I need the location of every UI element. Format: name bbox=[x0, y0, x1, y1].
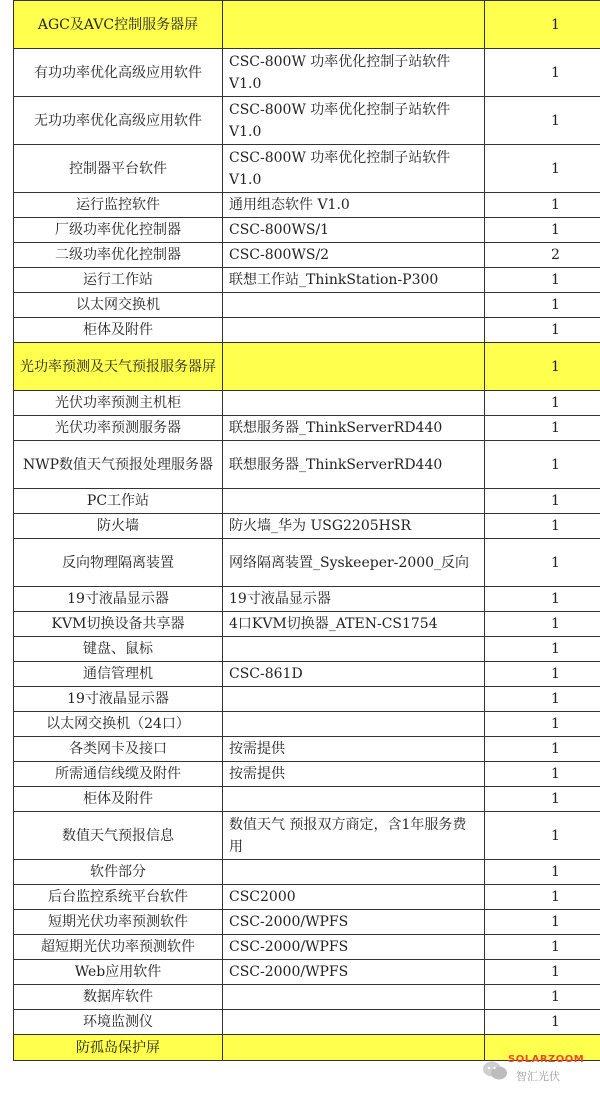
item-name-cell: 以太网交换机 bbox=[14, 293, 223, 318]
item-model-cell: CSC-2000/WPFS bbox=[223, 910, 485, 935]
item-model-cell: 通用组态软件 V1.0 bbox=[223, 193, 485, 218]
item-qty-cell: 1 bbox=[485, 637, 600, 662]
item-name-cell: AGC及AVC控制服务器屏 bbox=[14, 1, 223, 49]
table-row bbox=[14, 489, 600, 514]
item-qty-cell: 1 bbox=[485, 343, 600, 391]
item-qty-cell: 1 bbox=[485, 960, 600, 985]
item-model-cell bbox=[223, 787, 485, 812]
table-row bbox=[14, 514, 600, 539]
item-name-cell: 数据库软件 bbox=[14, 985, 223, 1010]
table-row bbox=[14, 318, 600, 343]
item-model-cell: CSC-2000/WPFS bbox=[223, 935, 485, 960]
item-qty-cell: 1 bbox=[485, 587, 600, 612]
item-name-cell: 短期光伏功率预测软件 bbox=[14, 910, 223, 935]
item-qty-cell: 1 bbox=[485, 787, 600, 812]
item-qty-cell: 1 bbox=[485, 49, 600, 97]
item-model-cell: 联想服务器_ThinkServerRD440 bbox=[223, 441, 485, 489]
item-model-cell bbox=[223, 391, 485, 416]
table-row bbox=[14, 737, 600, 762]
table-row bbox=[14, 812, 600, 860]
table-row bbox=[14, 97, 600, 145]
item-name-cell: 光伏功率预测服务器 bbox=[14, 416, 223, 441]
item-model-cell: 按需提供 bbox=[223, 762, 485, 787]
item-name-cell: KVM切换设备共享器 bbox=[14, 612, 223, 637]
item-model-cell bbox=[223, 343, 485, 391]
item-name-cell: 环境监测仪 bbox=[14, 1010, 223, 1035]
item-name-cell: Web应用软件 bbox=[14, 960, 223, 985]
item-name-cell: 通信管理机 bbox=[14, 662, 223, 687]
item-model-cell: CSC-861D bbox=[223, 662, 485, 687]
item-qty-cell: 1 bbox=[485, 662, 600, 687]
table-row bbox=[14, 612, 600, 637]
table-row bbox=[14, 49, 600, 97]
item-qty-cell: 1 bbox=[485, 762, 600, 787]
item-model-cell: CSC2000 bbox=[223, 885, 485, 910]
item-qty-cell: 1 bbox=[485, 441, 600, 489]
item-model-cell: 数值天气 预报双方商定，含1年服务费用 bbox=[223, 812, 485, 860]
item-name-cell: 数值天气预报信息 bbox=[14, 812, 223, 860]
item-model-cell: 4口KVM切换器_ATEN-CS1754 bbox=[223, 612, 485, 637]
item-name-cell: 19寸液晶显示器 bbox=[14, 687, 223, 712]
table-row bbox=[14, 1010, 600, 1035]
item-name-cell: 以太网交换机（24口） bbox=[14, 712, 223, 737]
table-row bbox=[14, 1, 600, 49]
item-name-cell: 无功功率优化高级应用软件 bbox=[14, 97, 223, 145]
item-name-cell: 控制器平台软件 bbox=[14, 145, 223, 193]
item-model-cell: CSC-800W 功率优化控制子站软件 V1.0 bbox=[223, 145, 485, 193]
item-qty-cell: 1 bbox=[485, 416, 600, 441]
table-row bbox=[14, 391, 600, 416]
item-model-cell bbox=[223, 860, 485, 885]
wechat-icon bbox=[482, 1060, 508, 1082]
item-qty-cell: 1 bbox=[485, 268, 600, 293]
table-row bbox=[14, 885, 600, 910]
item-model-cell: 按需提供 bbox=[223, 737, 485, 762]
equipment-table-body bbox=[14, 1, 600, 1061]
watermark bbox=[480, 1052, 592, 1092]
table-row bbox=[14, 268, 600, 293]
item-model-cell bbox=[223, 318, 485, 343]
item-qty-cell: 1 bbox=[485, 1, 600, 49]
item-model-cell: CSC-800W 功率优化控制子站软件 V1.0 bbox=[223, 97, 485, 145]
table-row bbox=[14, 687, 600, 712]
item-name-cell: 有功功率优化高级应用软件 bbox=[14, 49, 223, 97]
table-row bbox=[14, 787, 600, 812]
table-row bbox=[14, 343, 600, 391]
item-model-cell: CSC-800WS/1 bbox=[223, 218, 485, 243]
item-name-cell: 柜体及附件 bbox=[14, 318, 223, 343]
item-model-cell bbox=[223, 637, 485, 662]
item-qty-cell: 2 bbox=[485, 243, 600, 268]
item-name-cell: 运行工作站 bbox=[14, 268, 223, 293]
item-qty-cell: 1 bbox=[485, 514, 600, 539]
table-row bbox=[14, 935, 600, 960]
item-qty-cell: 1 bbox=[485, 145, 600, 193]
item-name-cell: 二级功率优化控制器 bbox=[14, 243, 223, 268]
table-row bbox=[14, 985, 600, 1010]
item-qty-cell: 1 bbox=[485, 539, 600, 587]
table-row bbox=[14, 762, 600, 787]
item-name-cell: 19寸液晶显示器 bbox=[14, 587, 223, 612]
item-model-cell: CSC-2000/WPFS bbox=[223, 960, 485, 985]
item-name-cell: PC工作站 bbox=[14, 489, 223, 514]
item-model-cell bbox=[223, 687, 485, 712]
item-model-cell: 联想服务器_ThinkServerRD440 bbox=[223, 416, 485, 441]
item-model-cell: CSC-800WS/2 bbox=[223, 243, 485, 268]
table-row bbox=[14, 539, 600, 587]
item-model-cell: 19寸液晶显示器 bbox=[223, 587, 485, 612]
table-row bbox=[14, 662, 600, 687]
item-qty-cell: 1 bbox=[485, 935, 600, 960]
item-qty-cell: 1 bbox=[485, 985, 600, 1010]
table-row bbox=[14, 960, 600, 985]
item-name-cell: 防火墙 bbox=[14, 514, 223, 539]
item-qty-cell: 1 bbox=[485, 612, 600, 637]
item-qty-cell: 1 bbox=[485, 812, 600, 860]
table-row bbox=[14, 243, 600, 268]
item-qty-cell: 1 bbox=[485, 737, 600, 762]
item-name-cell: 所需通信线缆及附件 bbox=[14, 762, 223, 787]
item-qty-cell: 1 bbox=[485, 293, 600, 318]
item-qty-cell: 1 bbox=[485, 687, 600, 712]
item-name-cell: 各类网卡及接口 bbox=[14, 737, 223, 762]
item-name-cell: 后台监控系统平台软件 bbox=[14, 885, 223, 910]
item-qty-cell: 1 bbox=[485, 1010, 600, 1035]
table-row bbox=[14, 416, 600, 441]
item-qty-cell: 1 bbox=[485, 97, 600, 145]
equipment-list-sheet bbox=[13, 0, 587, 1061]
table-row bbox=[14, 712, 600, 737]
equipment-table bbox=[13, 0, 600, 1061]
item-model-cell: 防火墙_华为 USG2205HSR bbox=[223, 514, 485, 539]
table-row bbox=[14, 145, 600, 193]
item-qty-cell: 1 bbox=[485, 489, 600, 514]
item-name-cell: 反向物理隔离装置 bbox=[14, 539, 223, 587]
item-qty-cell: 1 bbox=[485, 193, 600, 218]
item-model-cell: CSC-800W 功率优化控制子站软件 V1.0 bbox=[223, 49, 485, 97]
item-model-cell bbox=[223, 1035, 485, 1061]
item-qty-cell: 1 bbox=[485, 391, 600, 416]
watermark-subtitle: 智汇光伏 bbox=[516, 1070, 560, 1083]
item-name-cell: 键盘、鼠标 bbox=[14, 637, 223, 662]
item-name-cell: 厂级功率优化控制器 bbox=[14, 218, 223, 243]
item-qty-cell: 1 bbox=[485, 860, 600, 885]
item-model-cell bbox=[223, 1, 485, 49]
table-row bbox=[14, 910, 600, 935]
item-model-cell bbox=[223, 985, 485, 1010]
item-model-cell bbox=[223, 1010, 485, 1035]
item-qty-cell: 1 bbox=[485, 910, 600, 935]
item-name-cell: 光伏功率预测主机柜 bbox=[14, 391, 223, 416]
table-row bbox=[14, 587, 600, 612]
item-name-cell: 运行监控软件 bbox=[14, 193, 223, 218]
item-qty-cell: 1 bbox=[485, 218, 600, 243]
item-qty-cell: 1 bbox=[485, 885, 600, 910]
item-qty-cell: 1 bbox=[485, 712, 600, 737]
table-row bbox=[14, 193, 600, 218]
item-name-cell: 超短期光伏功率预测软件 bbox=[14, 935, 223, 960]
table-row bbox=[14, 293, 600, 318]
watermark-brand: SOLARZOOM bbox=[508, 1054, 585, 1065]
item-name-cell: NWP数值天气预报处理服务器 bbox=[14, 441, 223, 489]
item-model-cell bbox=[223, 293, 485, 318]
item-name-cell: 光功率预测及天气预报服务器屏 bbox=[14, 343, 223, 391]
item-model-cell bbox=[223, 489, 485, 514]
item-name-cell: 软件部分 bbox=[14, 860, 223, 885]
table-row bbox=[14, 637, 600, 662]
item-model-cell: 联想工作站_ThinkStation-P300 bbox=[223, 268, 485, 293]
item-qty-cell: 1 bbox=[485, 318, 600, 343]
item-name-cell: 柜体及附件 bbox=[14, 787, 223, 812]
table-row bbox=[14, 860, 600, 885]
item-model-cell bbox=[223, 712, 485, 737]
table-row bbox=[14, 218, 600, 243]
table-row bbox=[14, 441, 600, 489]
item-name-cell: 防孤岛保护屏 bbox=[14, 1035, 223, 1061]
item-model-cell: 网络隔离装置_Syskeeper-2000_反向 bbox=[223, 539, 485, 587]
